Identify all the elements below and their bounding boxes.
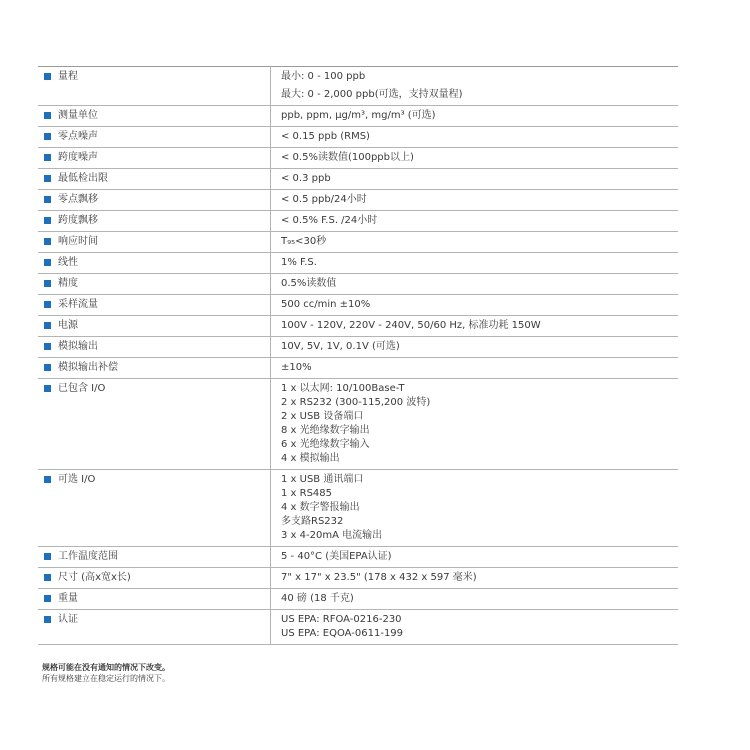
- footnote-line-2: 所有规格建立在稳定运行的情况下。: [42, 674, 170, 683]
- spec-value-cell: [271, 190, 679, 211]
- spec-label: 采样流量: [58, 299, 98, 310]
- square-bullet-icon: [44, 238, 51, 245]
- square-bullet-icon: [44, 133, 51, 140]
- square-bullet-icon: [44, 175, 51, 182]
- spec-value: ppb, ppm, µg/m³, mg/m³ (可选): [281, 110, 436, 121]
- spec-value: 10V, 5V, 1V, 0.1V (可选): [281, 341, 400, 352]
- spec-label-cell: [38, 379, 271, 470]
- spec-value: < 0.5% F.S. /24小时: [281, 215, 378, 226]
- spec-row: [38, 589, 678, 610]
- spec-value-cell: [271, 610, 679, 645]
- square-bullet-icon: [44, 616, 51, 623]
- spec-value: 1 x USB 通讯端口: [281, 474, 364, 485]
- spec-value: 2 x RS232 (300-115,200 波特): [281, 397, 431, 408]
- spec-label: 响应时间: [58, 236, 98, 247]
- spec-label: 可选 I/O: [58, 474, 96, 485]
- square-bullet-icon: [44, 301, 51, 308]
- spec-label: 重量: [58, 593, 78, 604]
- spec-label-cell: [38, 190, 271, 211]
- square-bullet-icon: [44, 73, 51, 80]
- spec-label: 已包含 I/O: [58, 383, 106, 394]
- square-bullet-icon: [44, 343, 51, 350]
- spec-value: 最大: 0 - 2,000 ppb(可选，支持双量程): [281, 89, 463, 100]
- spec-label: 精度: [58, 278, 78, 289]
- spec-value-cell: [271, 127, 679, 148]
- spec-value-cell: [271, 148, 679, 169]
- square-bullet-icon: [44, 364, 51, 371]
- spec-value-cell: [271, 470, 679, 547]
- spec-label-cell: [38, 169, 271, 190]
- spec-label: 跨度飘移: [58, 215, 98, 226]
- spec-value: 多支路RS232: [281, 516, 344, 527]
- spec-value: 5 - 40°C (美国EPA认证): [281, 551, 392, 562]
- spec-value-cell: [271, 295, 679, 316]
- spec-value: US EPA: RFOA-0216-230: [281, 614, 402, 625]
- spec-value-cell: [271, 211, 679, 232]
- spec-label-cell: [38, 253, 271, 274]
- spec-label-cell: [38, 211, 271, 232]
- spec-value: 6 x 光绝缘数字输入: [281, 439, 370, 450]
- spec-label: 跨度噪声: [58, 152, 98, 163]
- spec-label-cell: [38, 568, 271, 589]
- spec-value: 0.5%读数值: [281, 278, 337, 289]
- spec-label: 模拟输出: [58, 341, 98, 352]
- spec-value-cell: [271, 316, 679, 337]
- spec-row: [38, 337, 678, 358]
- spec-value-cell: [271, 169, 679, 190]
- spec-label-cell: [38, 547, 271, 568]
- spec-value: < 0.5%读数值(100ppb以上): [281, 152, 414, 163]
- spec-row: [38, 274, 678, 295]
- spec-row: [38, 169, 678, 190]
- square-bullet-icon: [44, 595, 51, 602]
- spec-value: 最小: 0 - 100 ppb: [281, 71, 366, 82]
- spec-value-cell: [271, 379, 679, 470]
- spec-label: 零点噪声: [58, 131, 98, 142]
- square-bullet-icon: [44, 322, 51, 329]
- spec-row: [38, 295, 678, 316]
- footnote-line-1: 规格可能在没有通知的情况下改变。: [42, 663, 170, 672]
- spec-row: [38, 379, 678, 470]
- spec-value: 4 x 模拟输出: [281, 453, 340, 464]
- spec-row: [38, 253, 678, 274]
- spec-label: 认证: [58, 614, 78, 625]
- spec-value: 100V - 120V, 220V - 240V, 50/60 Hz, 标准功耗 150W: [281, 320, 541, 331]
- spec-value: < 0.5 ppb/24小时: [281, 194, 367, 205]
- spec-label-cell: [38, 232, 271, 253]
- square-bullet-icon: [44, 385, 51, 392]
- spec-value: 8 x 光绝缘数字输出: [281, 425, 370, 436]
- spec-value: 2 x USB 设备端口: [281, 411, 364, 422]
- square-bullet-icon: [44, 553, 51, 560]
- spec-value-cell: [271, 232, 679, 253]
- spec-row: [38, 547, 678, 568]
- square-bullet-icon: [44, 217, 51, 224]
- spec-value-cell: [271, 568, 679, 589]
- spec-value-cell: [271, 253, 679, 274]
- spec-value: 3 x 4-20mA 电流输出: [281, 530, 383, 541]
- spec-label: 测量单位: [58, 110, 98, 121]
- spec-label: 量程: [58, 71, 78, 82]
- spec-label-cell: [38, 610, 271, 645]
- spec-value: ±10%: [281, 362, 312, 373]
- spec-value-cell: [271, 106, 679, 127]
- spec-row: [38, 610, 678, 645]
- spec-value: 1 x RS485: [281, 488, 333, 499]
- spec-value-cell: [271, 337, 679, 358]
- spec-value: < 0.3 ppb: [281, 173, 331, 184]
- spec-label-cell: [38, 67, 271, 106]
- square-bullet-icon: [44, 196, 51, 203]
- spec-value: US EPA: EQOA-0611-199: [281, 628, 404, 639]
- spec-row: [38, 106, 678, 127]
- spec-value: 1 x 以太网: 10/100Base-T: [281, 383, 405, 394]
- spec-row: [38, 470, 678, 547]
- spec-row: [38, 67, 678, 106]
- spec-label: 最低检出限: [58, 173, 108, 184]
- square-bullet-icon: [44, 259, 51, 266]
- spec-row: [38, 232, 678, 253]
- specifications-table: [38, 66, 678, 645]
- spec-row: [38, 148, 678, 169]
- spec-value-cell: [271, 547, 679, 568]
- spec-label-cell: [38, 106, 271, 127]
- spec-row: [38, 211, 678, 232]
- specifications-body: [38, 67, 678, 645]
- spec-label-cell: [38, 589, 271, 610]
- spec-value: 40 磅 (18 千克): [281, 593, 354, 604]
- spec-value-cell: [271, 67, 679, 106]
- spec-label-cell: [38, 274, 271, 295]
- footnote: [42, 662, 170, 684]
- spec-label-cell: [38, 316, 271, 337]
- square-bullet-icon: [44, 280, 51, 287]
- square-bullet-icon: [44, 112, 51, 119]
- spec-label: 工作温度范围: [58, 551, 118, 562]
- spec-row: [38, 358, 678, 379]
- spec-label: 模拟输出补偿: [58, 362, 118, 373]
- spec-row: [38, 127, 678, 148]
- square-bullet-icon: [44, 476, 51, 483]
- spec-label: 尺寸 (高x宽x长): [58, 572, 131, 583]
- spec-row: [38, 316, 678, 337]
- spec-label-cell: [38, 358, 271, 379]
- spec-label-cell: [38, 127, 271, 148]
- spec-value: 7" x 17" x 23.5" (178 x 432 x 597 毫米): [281, 572, 477, 583]
- spec-value: 500 cc/min ±10%: [281, 299, 371, 310]
- spec-row: [38, 190, 678, 211]
- spec-value-cell: [271, 589, 679, 610]
- spec-value: 4 x 数字警报输出: [281, 502, 360, 513]
- spec-label: 线性: [58, 257, 78, 268]
- spec-row: [38, 568, 678, 589]
- spec-value: 1% F.S.: [281, 257, 317, 268]
- spec-label-cell: [38, 295, 271, 316]
- spec-label: 电源: [58, 320, 78, 331]
- square-bullet-icon: [44, 574, 51, 581]
- spec-value: T₉₅<30秒: [281, 236, 327, 247]
- spec-label-cell: [38, 470, 271, 547]
- spec-value: < 0.15 ppb (RMS): [281, 131, 370, 142]
- spec-label-cell: [38, 148, 271, 169]
- spec-label-cell: [38, 337, 271, 358]
- spec-value-cell: [271, 274, 679, 295]
- spec-label: 零点飘移: [58, 194, 98, 205]
- square-bullet-icon: [44, 154, 51, 161]
- spec-value-cell: [271, 358, 679, 379]
